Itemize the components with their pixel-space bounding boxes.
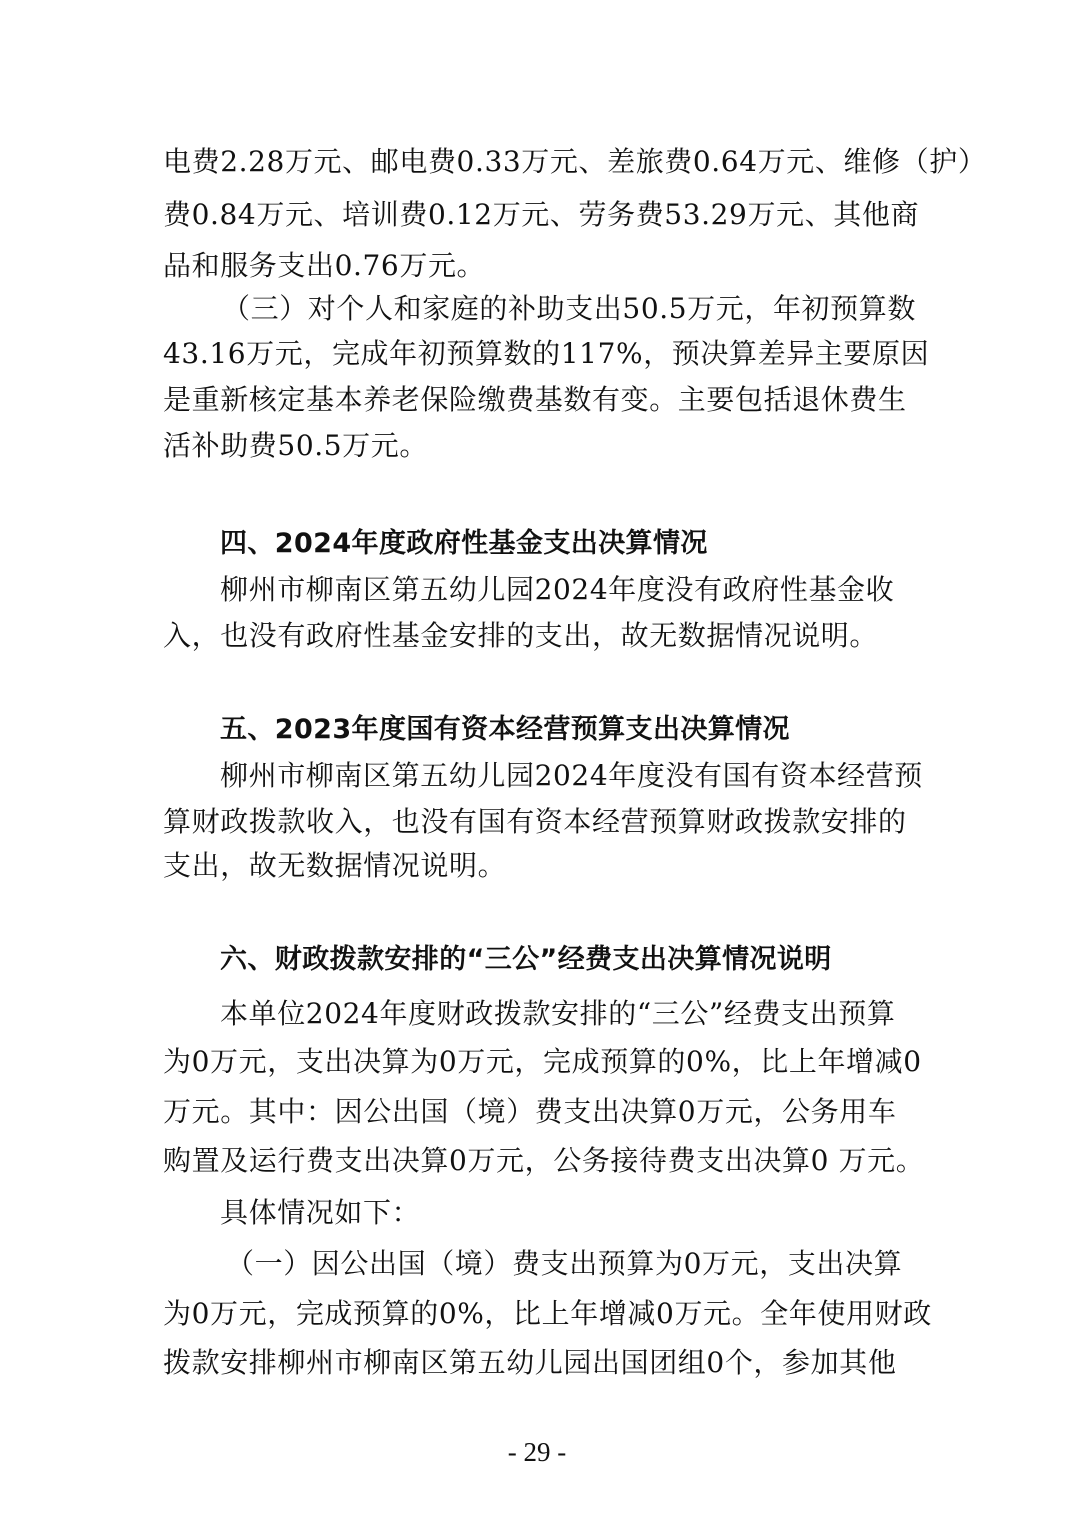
- section-heading-6: 六、财政拨款安排的“三公”经费支出决算情况说明: [220, 944, 832, 975]
- page-number: - 29 -: [507, 1437, 567, 1467]
- paragraph-line: 柳州市柳南区第五幼儿园2024年度没有政府性基金收: [220, 573, 895, 606]
- paragraph-line: 入，也没有政府性基金安排的支出，故无数据情况说明。: [163, 619, 879, 652]
- paragraph-line: 费0.84万元、培训费0.12万元、劳务费53.29万元、其他商: [163, 198, 920, 231]
- paragraph-line: 43.16万元，完成年初预算数的117%，预决算差异主要原因: [163, 337, 930, 370]
- paragraph-line: 是重新核定基本养老保险缴费基数有变。主要包括退休费生: [163, 383, 907, 416]
- paragraph-line: 为0万元，完成预算的0%，比上年增减0万元。全年使用财政: [163, 1297, 932, 1330]
- paragraph-line: 活补助费50.5万元。: [163, 429, 428, 462]
- paragraph-line: 电费2.28万元、邮电费0.33万元、差旅费0.64万元、维修（护）: [163, 145, 987, 178]
- paragraph-line: 拨款安排柳州市柳南区第五幼儿园出国团组0个，参加其他: [163, 1346, 897, 1379]
- paragraph-line: 购置及运行费支出决算0万元，公务接待费支出决算0 万元。: [163, 1144, 925, 1177]
- paragraph-line: 具体情况如下：: [220, 1196, 421, 1229]
- section-heading-5: 五、2023年度国有资本经营预算支出决算情况: [220, 714, 790, 745]
- paragraph-line: 本单位2024年度财政拨款安排的“三公”经费支出预算: [220, 997, 896, 1030]
- paragraph-line: 支出，故无数据情况说明。: [163, 849, 507, 882]
- paragraph-line: （一）因公出国（境）费支出预算为0万元，支出决算: [226, 1247, 903, 1280]
- paragraph-line: 柳州市柳南区第五幼儿园2024年度没有国有资本经营预: [220, 759, 923, 792]
- paragraph-line: 为0万元，支出决算为0万元，完成预算的0%，比上年增减0: [163, 1045, 922, 1078]
- paragraph-line: 品和服务支出0.76万元。: [163, 249, 486, 282]
- section-heading-4: 四、2024年度政府性基金支出决算情况: [220, 528, 708, 559]
- paragraph-line: 万元。其中：因公出国（境）费支出决算0万元，公务用车: [163, 1095, 897, 1128]
- paragraph-line: 算财政拨款收入，也没有国有资本经营预算财政拨款安排的: [163, 805, 907, 838]
- paragraph-line: （三）对个人和家庭的补助支出50.5万元，年初预算数: [222, 292, 916, 325]
